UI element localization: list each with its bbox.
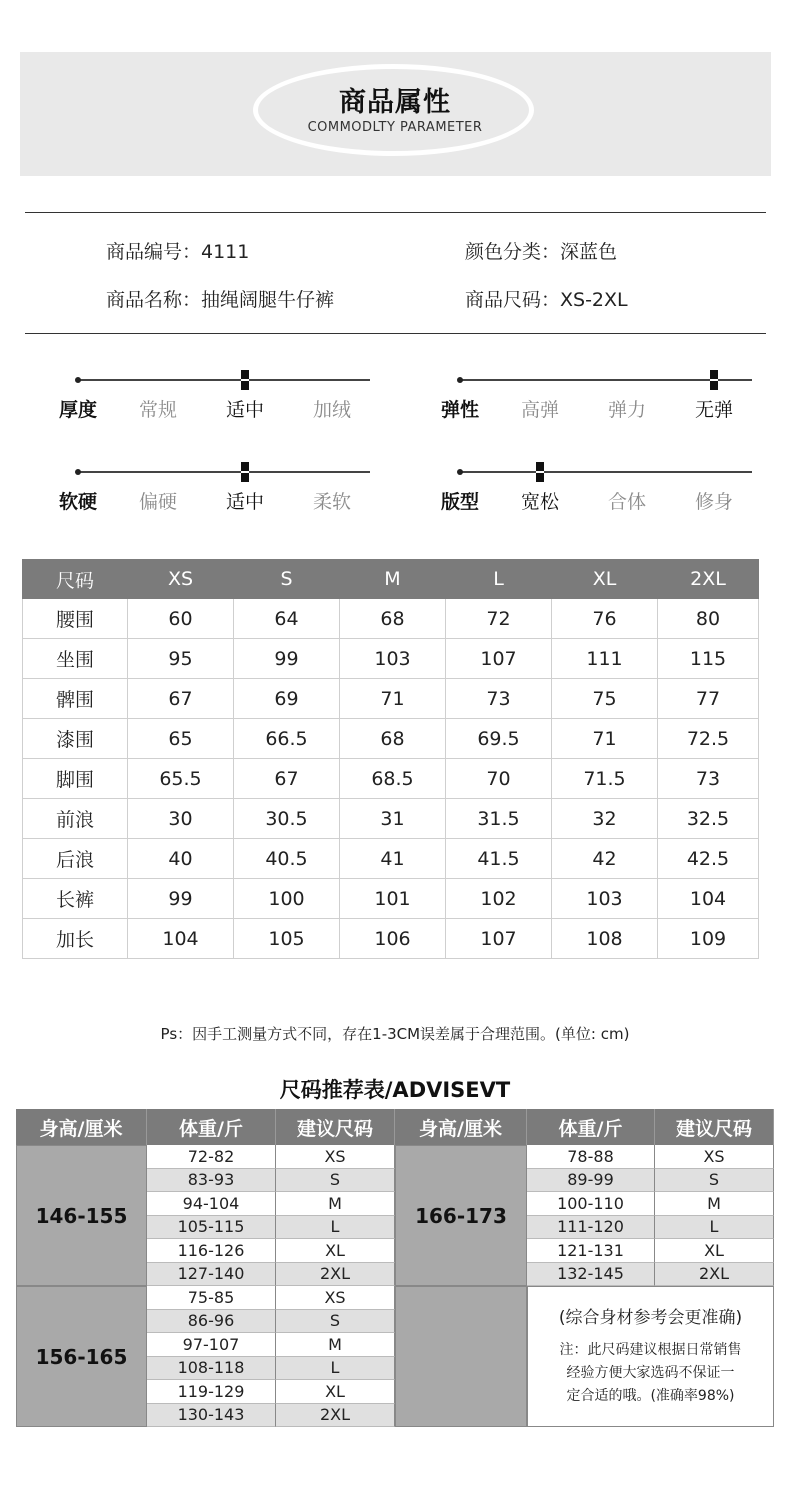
measurement-value: 107 (446, 639, 552, 679)
measurement-value: 76 (552, 599, 658, 639)
recommended-size: XL (276, 1380, 395, 1404)
measurement-value: 67 (234, 759, 340, 799)
recommended-size: XS (655, 1145, 774, 1169)
weight-range: 108-118 (147, 1357, 276, 1381)
measurement-value: 66.5 (234, 719, 340, 759)
weight-range: 86-96 (147, 1310, 276, 1334)
measurement-value: 95 (128, 639, 234, 679)
measurement-name: 长裤 (23, 879, 128, 919)
measurement-value: 32.5 (658, 799, 759, 839)
attribute-name: 软硬 (58, 491, 97, 513)
recommended-size: 2XL (276, 1404, 395, 1428)
measurement-value: 60 (128, 599, 234, 639)
attribute-option: 高弹 (520, 399, 559, 421)
attribute-option: 柔软 (312, 491, 351, 513)
measurement-name: 加长 (23, 919, 128, 959)
recommended-size: S (276, 1310, 395, 1334)
weight-range: 116-126 (147, 1239, 276, 1263)
measurement-value: 68 (340, 719, 446, 759)
table-row (23, 879, 759, 919)
recommend-header-cell: 体重/斤 (147, 1109, 276, 1145)
measurement-value: 109 (658, 919, 759, 959)
measurement-value: 42.5 (658, 839, 759, 879)
tip-box (527, 1286, 774, 1427)
table-row (23, 759, 759, 799)
measurement-value: 32 (552, 799, 658, 839)
measurement-value: 68.5 (340, 759, 446, 799)
measurement-value: 115 (658, 639, 759, 679)
recommended-size: XS (276, 1145, 395, 1169)
measurement-name: 坐围 (23, 639, 128, 679)
weight-range: 127-140 (147, 1263, 276, 1287)
recommend-header-cell: 身高/厘米 (395, 1109, 527, 1145)
slider-knob (536, 462, 544, 482)
measurement-value: 99 (234, 639, 340, 679)
measurement-value: 77 (658, 679, 759, 719)
slider-track (460, 471, 752, 473)
slider-start-dot (457, 469, 463, 475)
measurement-value: 30 (128, 799, 234, 839)
measurement-name: 漆围 (23, 719, 128, 759)
size-header-cell: XL (552, 560, 658, 599)
tip-title: (综合身材参考会更准确) (558, 1308, 743, 1328)
measurement-value: 103 (552, 879, 658, 919)
table-row (23, 599, 759, 639)
recommended-size: S (276, 1169, 395, 1193)
recommended-size: 2XL (655, 1263, 774, 1287)
tip-line: 注：此尺码建议根据日常销售 (559, 1342, 742, 1358)
divider-bottom (25, 333, 766, 334)
weight-range: 130-143 (147, 1404, 276, 1428)
weight-range: 89-99 (527, 1169, 655, 1193)
attribute-option: 无弹 (694, 399, 733, 421)
weight-range: 94-104 (147, 1192, 276, 1216)
measurement-value: 73 (446, 679, 552, 719)
weight-range: 119-129 (147, 1380, 276, 1404)
attribute-option: 适中 (225, 399, 264, 421)
recommended-size: L (276, 1216, 395, 1240)
divider-top (25, 212, 766, 213)
slider-knob (710, 370, 718, 390)
recommend-header-cell: 建议尺码 (655, 1109, 774, 1145)
measurement-value: 72 (446, 599, 552, 639)
measurement-value: 31 (340, 799, 446, 839)
table-row (23, 799, 759, 839)
recommended-size: L (276, 1357, 395, 1381)
measurement-value: 101 (340, 879, 446, 919)
table-row (23, 639, 759, 679)
size-header-cell: M (340, 560, 446, 599)
measurement-value: 41 (340, 839, 446, 879)
item-name: 商品名称：抽绳阔腿牛仔裤 (106, 289, 335, 311)
measurement-value: 104 (658, 879, 759, 919)
measurement-value: 75 (552, 679, 658, 719)
measurement-value: 71 (340, 679, 446, 719)
recommended-size: L (655, 1216, 774, 1240)
measurement-value: 65.5 (128, 759, 234, 799)
slider-start-dot (457, 377, 463, 383)
measurement-value: 100 (234, 879, 340, 919)
measurement-value: 72.5 (658, 719, 759, 759)
table-row (23, 719, 759, 759)
size-header-cell: L (446, 560, 552, 599)
weight-range: 72-82 (147, 1145, 276, 1169)
measurement-value: 108 (552, 919, 658, 959)
size-header-cell: 尺码 (23, 560, 128, 599)
attribute-name: 厚度 (58, 399, 97, 421)
measurement-name: 腰围 (23, 599, 128, 639)
recommend-title: 尺码推荐表/ADVISEVT (279, 1078, 511, 1102)
recommend-header-cell: 身高/厘米 (16, 1109, 147, 1145)
recommend-header-cell: 体重/斤 (527, 1109, 655, 1145)
slider-start-dot (75, 377, 81, 383)
weight-range: 100-110 (527, 1192, 655, 1216)
attribute-name: 版型 (440, 491, 479, 513)
table-row (23, 839, 759, 879)
slider-knob (241, 462, 249, 482)
recommended-size: XL (276, 1239, 395, 1263)
measurement-value: 42 (552, 839, 658, 879)
attribute-name: 弹性 (440, 399, 479, 421)
measurement-name: 脚围 (23, 759, 128, 799)
measurement-value: 73 (658, 759, 759, 799)
weight-range: 83-93 (147, 1169, 276, 1193)
attribute-option: 常规 (138, 399, 177, 421)
measurement-value: 69 (234, 679, 340, 719)
weight-range: 121-131 (527, 1239, 655, 1263)
measurement-name: 前浪 (23, 799, 128, 839)
measurement-note: Ps：因手工测量方式不同，存在1-3CM误差属于合理范围。(单位: cm) (160, 1025, 630, 1043)
weight-range: 75-85 (147, 1286, 276, 1310)
slider-start-dot (75, 469, 81, 475)
measurement-value: 71.5 (552, 759, 658, 799)
size-header-cell: XS (128, 560, 234, 599)
recommended-size: XL (655, 1239, 774, 1263)
tip-line: 定合适的哦。(准确率98%) (566, 1388, 735, 1404)
measurement-value: 67 (128, 679, 234, 719)
measurement-value: 40.5 (234, 839, 340, 879)
measurement-value: 40 (128, 839, 234, 879)
weight-range: 78-88 (527, 1145, 655, 1169)
recommended-size: S (655, 1169, 774, 1193)
recommended-size: M (276, 1192, 395, 1216)
measurement-value: 107 (446, 919, 552, 959)
slider-track (78, 471, 370, 473)
size-table-header (23, 560, 759, 599)
attribute-option: 宽松 (520, 491, 559, 513)
weight-range: 111-120 (527, 1216, 655, 1240)
measurement-value: 70 (446, 759, 552, 799)
size-range: 商品尺码：XS-2XL (465, 289, 628, 311)
measurement-value: 64 (234, 599, 340, 639)
weight-range: 132-145 (527, 1263, 655, 1287)
measurement-value: 103 (340, 639, 446, 679)
measurement-value: 111 (552, 639, 658, 679)
height-range: 156-165 (16, 1286, 147, 1427)
height-range: 146-155 (16, 1145, 147, 1286)
measurement-value: 41.5 (446, 839, 552, 879)
recommend-header-cell: 建议尺码 (276, 1109, 395, 1145)
tip-line: 经验方便大家选码不保证一 (566, 1365, 735, 1381)
attribute-option: 偏硬 (138, 491, 177, 513)
measurement-value: 68 (340, 599, 446, 639)
measurement-value: 30.5 (234, 799, 340, 839)
item-number: 商品编号：4111 (106, 241, 250, 263)
size-header-cell: S (234, 560, 340, 599)
page-subtitle: COMMODLTY PARAMETER (307, 120, 483, 135)
measurement-value: 106 (340, 919, 446, 959)
empty-height-cell (395, 1286, 527, 1427)
attribute-option: 适中 (225, 491, 264, 513)
recommended-size: M (655, 1192, 774, 1216)
attribute-option: 弹力 (607, 399, 646, 421)
height-range: 166-173 (395, 1145, 527, 1286)
slider-track (460, 379, 752, 381)
slider-knob (241, 370, 249, 390)
measurement-value: 31.5 (446, 799, 552, 839)
slider-track (78, 379, 370, 381)
table-row (23, 919, 759, 959)
table-row (23, 679, 759, 719)
recommended-size: 2XL (276, 1263, 395, 1287)
measurement-value: 65 (128, 719, 234, 759)
measurement-value: 99 (128, 879, 234, 919)
attribute-option: 修身 (694, 491, 733, 513)
measurement-value: 80 (658, 599, 759, 639)
weight-range: 97-107 (147, 1333, 276, 1357)
measurement-value: 105 (234, 919, 340, 959)
weight-range: 105-115 (147, 1216, 276, 1240)
measurement-value: 102 (446, 879, 552, 919)
attribute-option: 合体 (607, 491, 646, 513)
measurement-name: 后浪 (23, 839, 128, 879)
recommended-size: M (276, 1333, 395, 1357)
color-category: 颜色分类：深蓝色 (465, 241, 618, 263)
measurement-name: 髀围 (23, 679, 128, 719)
measurement-value: 71 (552, 719, 658, 759)
page-title: 商品属性 (339, 87, 451, 118)
size-header-cell: 2XL (658, 560, 759, 599)
measurement-value: 69.5 (446, 719, 552, 759)
measurement-value: 104 (128, 919, 234, 959)
attribute-option: 加绒 (312, 399, 351, 421)
recommended-size: XS (276, 1286, 395, 1310)
size-table (22, 559, 759, 959)
